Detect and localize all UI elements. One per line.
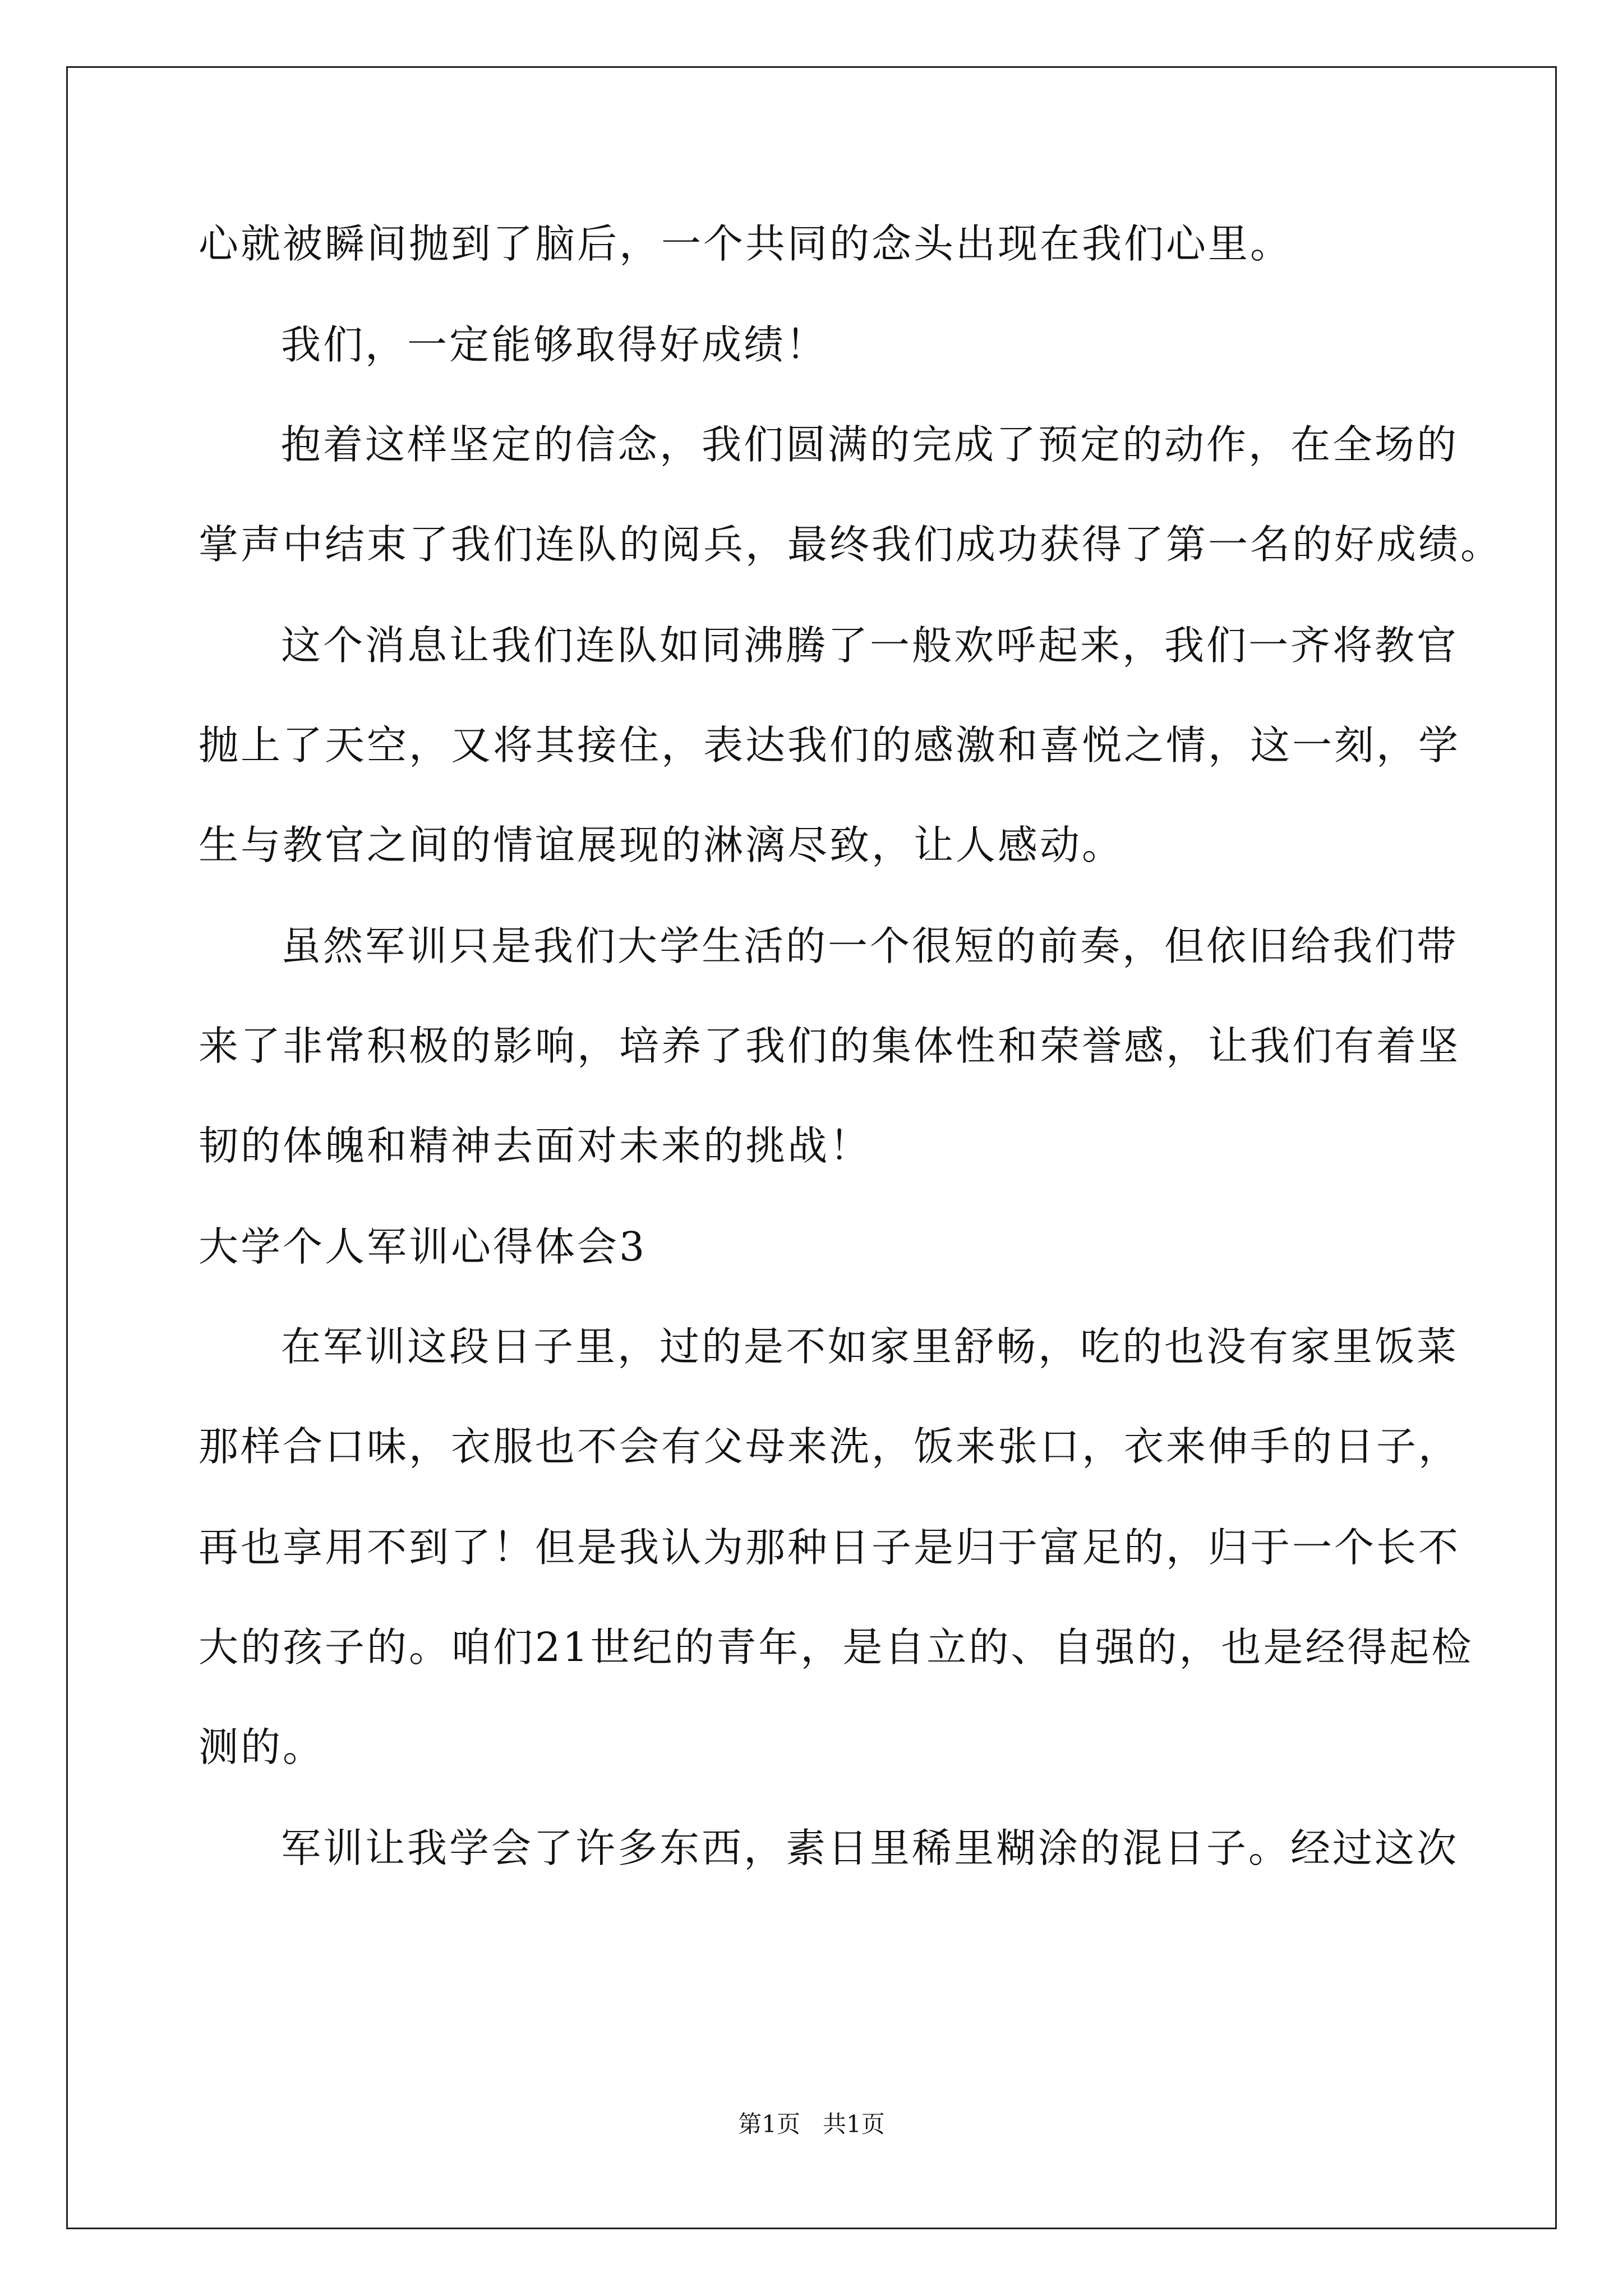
text-line-5: 这个消息让我们连队如同沸腾了一般欢呼起来，我们一齐将教官 <box>281 622 1459 669</box>
text-line-8: 虽然军训只是我们大学生活的一个很短的前奏，但依旧给我们带 <box>281 923 1459 969</box>
text-line-16: 测的。 <box>199 1724 325 1770</box>
text-line-2: 我们，一定能够取得好成绩！ <box>281 321 828 368</box>
page-footer: 第1页 共1页 <box>738 2110 885 2138</box>
text-line-4: 掌声中结束了我们连队的阅兵，最终我们成功获得了第一名的好成绩。 <box>199 521 1503 568</box>
text-line-3: 抱着这样坚定的信念，我们圆满的完成了预定的动作，在全场的 <box>281 421 1459 468</box>
text-line-15: 大的孩子的。咱们21世纪的青年，是自立的、自强的，也是经得起检 <box>199 1624 1474 1671</box>
text-line-10: 韧的体魄和精神去面对未来的挑战！ <box>199 1122 872 1169</box>
text-line-1: 心就被瞬间抛到了脑后，一个共同的念头出现在我们心里。 <box>199 220 1293 267</box>
text-line-7: 生与教官之间的情谊展现的淋漓尽致，让人感动。 <box>199 822 1124 868</box>
text-line-12: 在军训这段日子里，过的是不如家里舒畅，吃的也没有家里饭菜 <box>281 1323 1459 1370</box>
text-line-6: 抛上了天空，又将其接住，表达我们的感激和喜悦之情，这一刻，学 <box>199 722 1461 769</box>
text-line-14: 再也享用不到了！但是我认为那种日子是归于富足的，归于一个长不 <box>199 1524 1461 1571</box>
section-heading: 大学个人军训心得体会3 <box>199 1223 647 1270</box>
text-line-9: 来了非常积极的影响，培养了我们的集体性和荣誉感，让我们有着坚 <box>199 1023 1461 1069</box>
text-line-13: 那样合口味，衣服也不会有父母来洗，饭来张口，衣来伸手的日子， <box>199 1423 1461 1470</box>
text-line-17: 军训让我学会了许多东西，素日里稀里糊涂的混日子。经过这次 <box>281 1825 1459 1871</box>
